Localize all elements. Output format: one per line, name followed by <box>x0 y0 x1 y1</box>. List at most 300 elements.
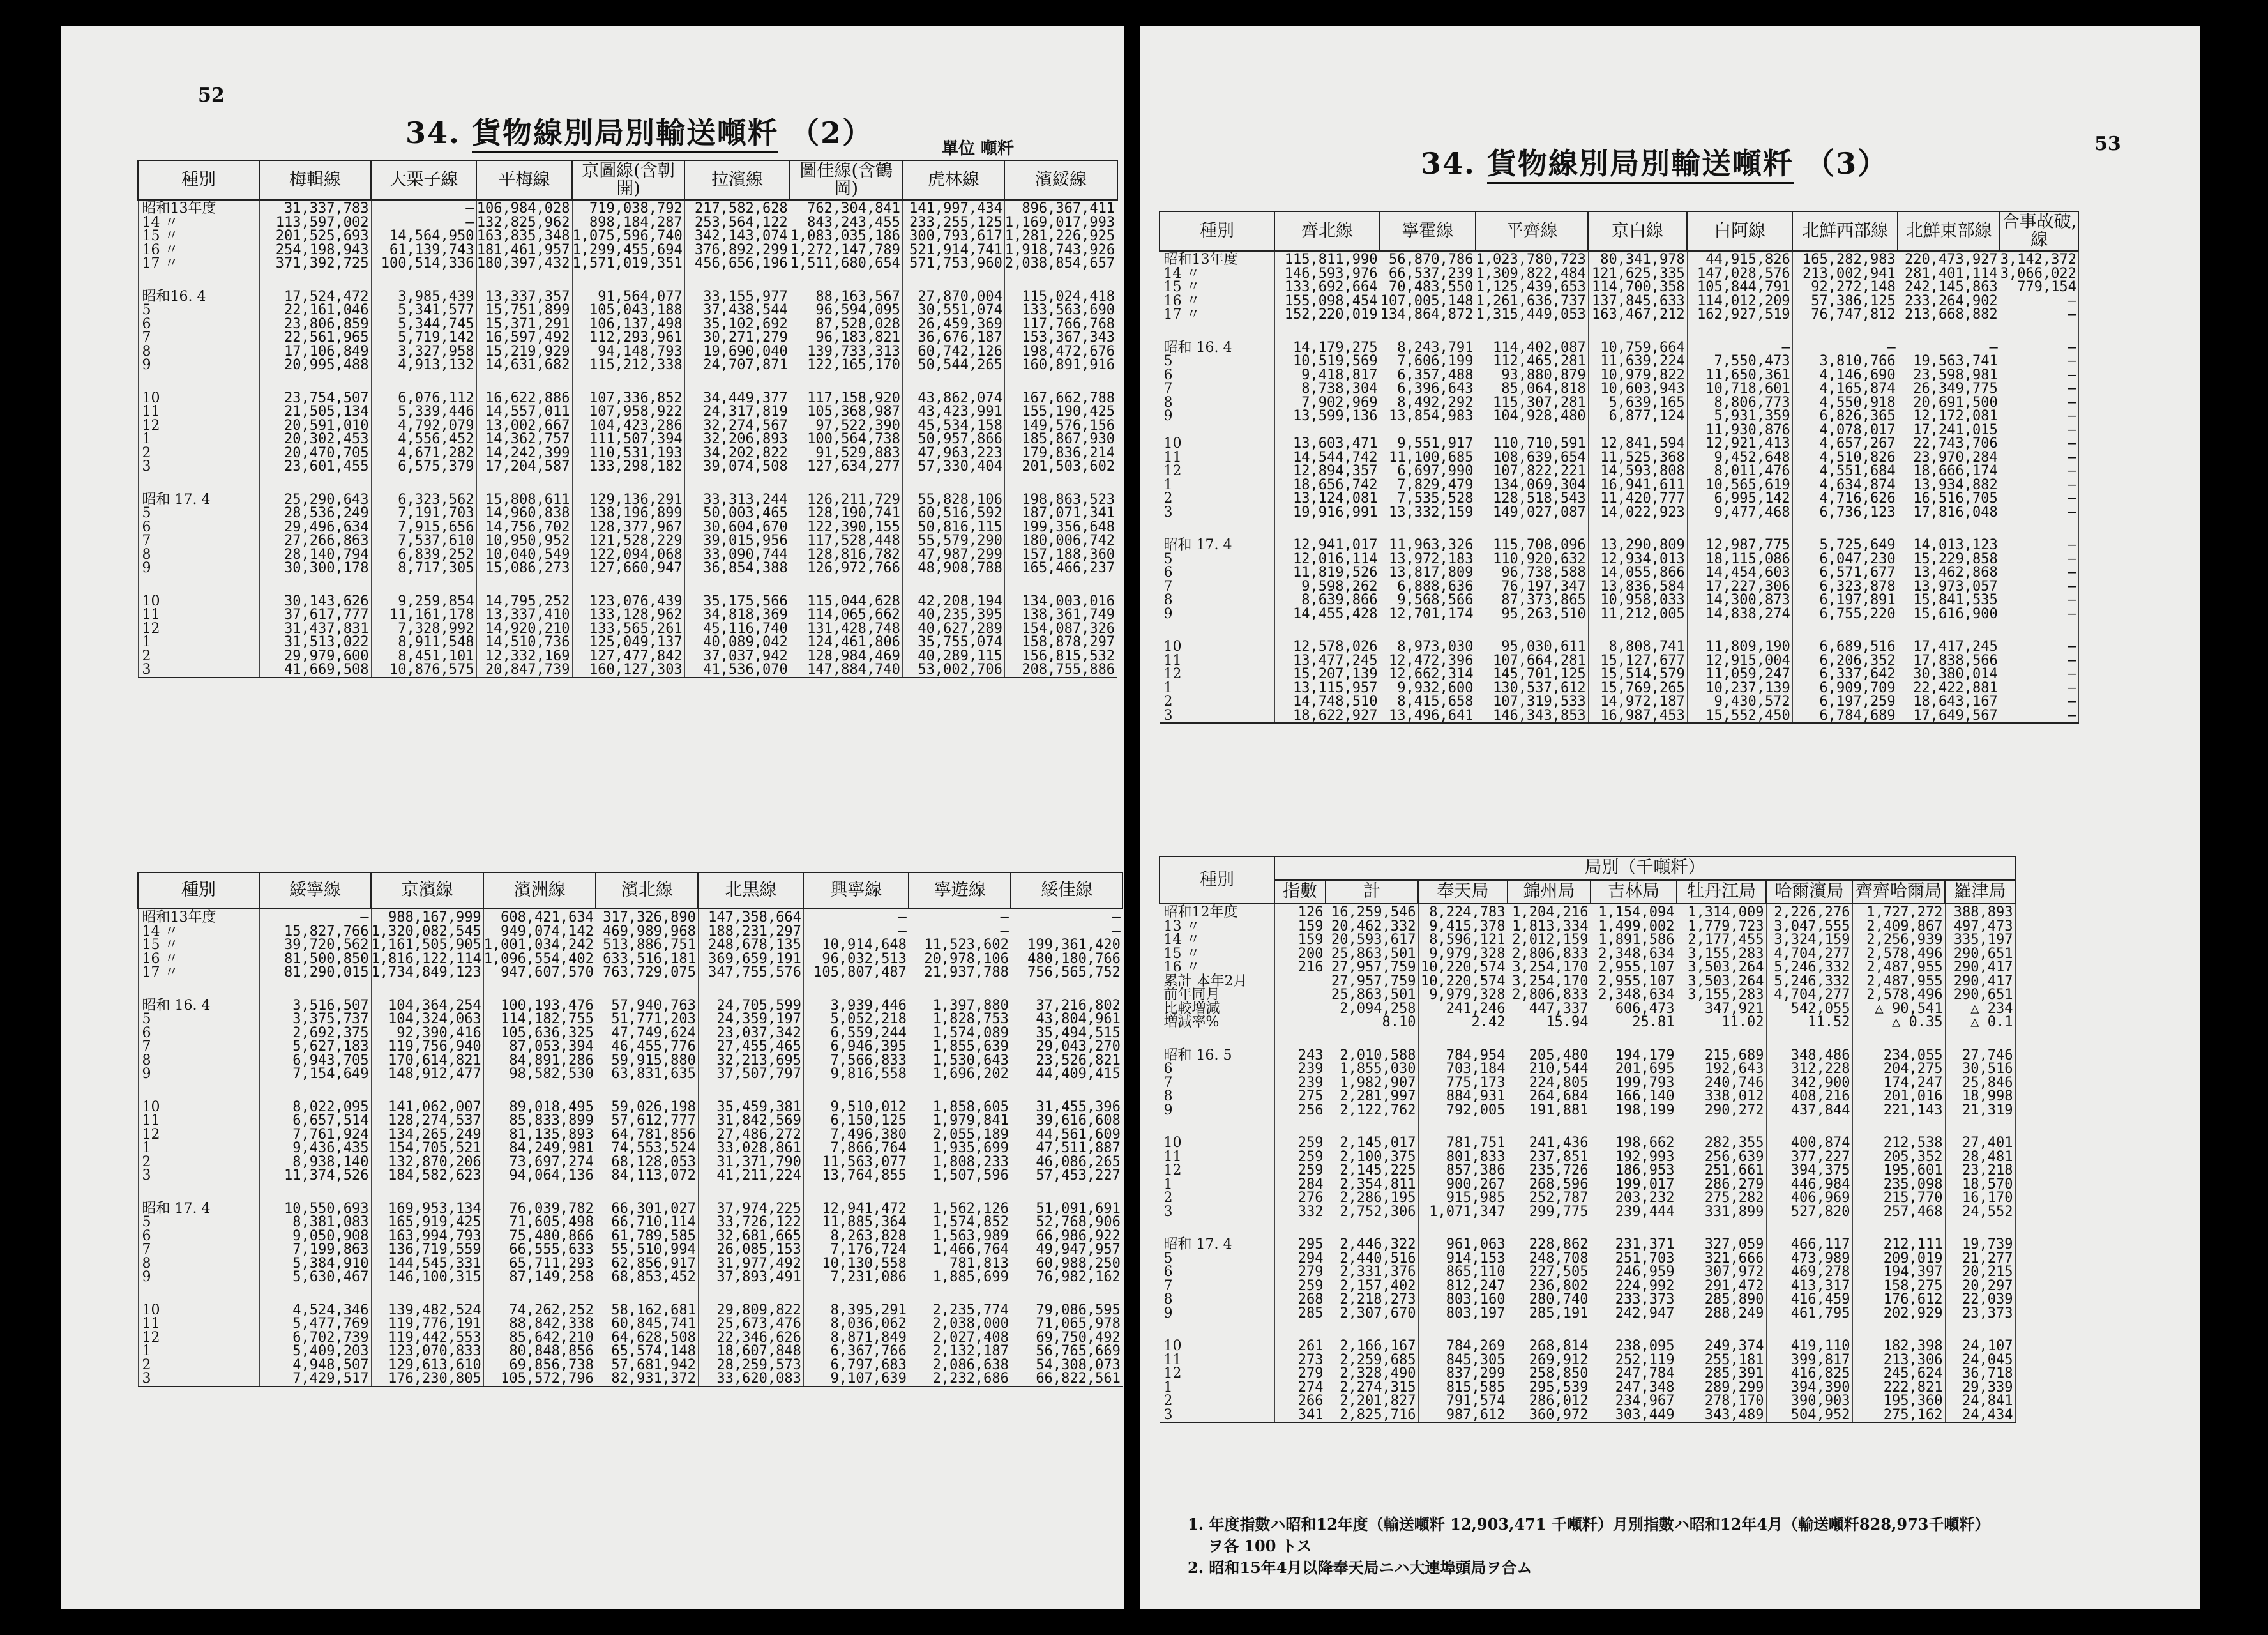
row-label <box>138 372 259 392</box>
table-cell: 69,856,738 <box>483 1358 596 1373</box>
table-cell: 259 <box>1274 1136 1326 1150</box>
table-cell: 134,864,872 <box>1380 308 1476 322</box>
table-cell <box>1418 1320 1508 1339</box>
table-cell <box>2000 322 2078 341</box>
table-cell: 1,023,780,723 <box>1476 251 1588 267</box>
table-cell <box>483 1081 596 1100</box>
footnote-2: 2. 昭和15年4月以降奉天局ニハ大連埠頭局ヲ合ム <box>1188 1558 1532 1577</box>
table-cell: 255,181 <box>1677 1353 1766 1367</box>
table-cell: 36,718 <box>1945 1367 2015 1381</box>
table-row <box>138 608 1117 622</box>
table-row <box>138 1202 1123 1216</box>
table-cell: 104,423,286 <box>572 419 684 433</box>
table-cell: 128,377,967 <box>572 521 684 535</box>
table-row <box>138 548 1117 562</box>
table-cell: 269,912 <box>1508 1353 1591 1367</box>
table-cell: 247,784 <box>1591 1367 1677 1381</box>
table-cell: 2,440,516 <box>1326 1252 1418 1266</box>
table-cell: 75,480,866 <box>483 1229 596 1243</box>
table-cell: △ 90,541 <box>1852 1002 1945 1016</box>
table-cell: 57,386,125 <box>1792 294 1898 308</box>
table-cell: 9,259,854 <box>371 595 476 609</box>
row-label: 7 <box>138 1040 259 1054</box>
row-label: 6 <box>138 1229 259 1243</box>
table-cell: 14,022,923 <box>1588 506 1687 520</box>
row-label <box>138 1081 259 1100</box>
table-cell <box>596 980 698 999</box>
table-cell: 22,161,046 <box>259 303 371 317</box>
row-label: 増減率% <box>1160 1015 1274 1030</box>
table-row <box>1160 904 2015 920</box>
table-cell: 1,571,019,351 <box>572 257 684 271</box>
table-cell: 205,480 <box>1508 1049 1591 1063</box>
table-cell: 74,553,524 <box>596 1141 698 1155</box>
column-header: 興寧線 <box>803 872 909 909</box>
table-row <box>1160 667 2078 681</box>
row-label: 5 <box>138 506 259 521</box>
table-cell: 13,764,855 <box>803 1169 909 1183</box>
table-cell: — <box>2000 607 2078 621</box>
table-cell: 91,564,077 <box>572 290 684 304</box>
table-cell: 762,304,841 <box>790 200 902 216</box>
table-cell: 165,919,425 <box>371 1215 483 1229</box>
table-cell: 50,544,265 <box>902 358 1004 372</box>
row-label: 7 <box>138 1243 259 1257</box>
table-cell: 73,697,274 <box>483 1155 596 1169</box>
table-cell: 174,247 <box>1852 1076 1945 1090</box>
table-cell: 115,044,628 <box>790 595 902 609</box>
table-cell: 6,943,705 <box>259 1054 371 1068</box>
table-cell: 10,603,943 <box>1588 382 1687 396</box>
table-cell: 15.94 <box>1508 1015 1591 1030</box>
table-cell: 342,900 <box>1766 1076 1852 1090</box>
table-cell: 105,368,987 <box>790 405 902 419</box>
table-cell <box>1274 1219 1326 1238</box>
table-cell: 5,639,165 <box>1588 396 1687 410</box>
table-cell: 1,204,216 <box>1508 904 1591 920</box>
table-cell: 3,503,264 <box>1677 961 1766 975</box>
table-cell: 84,891,286 <box>483 1054 596 1068</box>
table-cell: 14,756,702 <box>476 521 572 535</box>
table-cell <box>1274 1320 1326 1339</box>
table-cell: 20,297 <box>1945 1279 2015 1293</box>
table-cell: 2,806,833 <box>1508 988 1591 1002</box>
table-cell: 2,825,716 <box>1326 1408 1418 1423</box>
table-cell: 182,398 <box>1852 1339 1945 1353</box>
table-cell: 1,314,009 <box>1677 904 1766 920</box>
table-cell: 252,119 <box>1591 1353 1677 1367</box>
table-cell: 13,603,471 <box>1274 437 1380 451</box>
right-page <box>1140 26 2200 1609</box>
row-label: 昭和13年度 <box>138 909 259 925</box>
table-cell: 3,375,737 <box>259 1012 371 1026</box>
table-cell: 15,127,677 <box>1588 654 1687 668</box>
table-cell <box>909 980 1011 999</box>
table-cell: 76,747,812 <box>1792 308 1898 322</box>
table-cell: 2,328,490 <box>1326 1367 1418 1381</box>
table-cell: 290,272 <box>1677 1104 1766 1118</box>
table-cell <box>259 1081 371 1100</box>
table-cell: 1,083,035,186 <box>790 229 902 243</box>
table-cell: 55,510,994 <box>596 1243 698 1257</box>
table-cell: 27,870,004 <box>902 290 1004 304</box>
table-cell: 33,090,744 <box>684 548 790 562</box>
table-cell: 156,815,532 <box>1004 650 1117 664</box>
table-cell: 10,565,619 <box>1687 478 1792 492</box>
table-row <box>1160 580 2078 594</box>
table-cell: 259 <box>1274 1164 1326 1178</box>
table-cell <box>572 474 684 493</box>
table-cell: 914,153 <box>1418 1252 1508 1266</box>
table-cell: 11,639,224 <box>1588 354 1687 369</box>
table-cell: 348,486 <box>1766 1049 1852 1063</box>
table-row <box>138 1344 1123 1358</box>
table-cell <box>1588 322 1687 341</box>
table-cell: 20,847,739 <box>476 663 572 678</box>
freight-table-part3a <box>1159 211 2079 724</box>
table-cell: 12,894,357 <box>1274 464 1380 478</box>
table-cell: 23,806,859 <box>259 317 371 331</box>
row-label: 昭和 17. 4 <box>1160 538 1274 552</box>
table-cell: 198,199 <box>1591 1104 1677 1118</box>
table-cell: 266 <box>1274 1394 1326 1408</box>
table-cell: 513,886,751 <box>596 938 698 952</box>
table-cell: 18,115,086 <box>1687 552 1792 567</box>
table-cell: △ 234 <box>1945 1002 2015 1016</box>
table-cell: 4,556,452 <box>371 432 476 446</box>
row-label: 11 <box>1160 451 1274 465</box>
table-cell: 6,197,891 <box>1792 593 1898 607</box>
table-cell: 1,813,334 <box>1508 920 1591 934</box>
table-cell: 837,299 <box>1418 1367 1508 1381</box>
table-cell: 20,462,332 <box>1326 920 1418 934</box>
table-cell: 4,524,346 <box>259 1304 371 1318</box>
table-cell: 7,761,924 <box>259 1128 371 1142</box>
table-cell <box>1945 1219 2015 1238</box>
table-cell: 163,994,793 <box>371 1229 483 1243</box>
table-cell: 633,516,181 <box>596 952 698 966</box>
table-cell: 104,928,480 <box>1476 409 1588 423</box>
table-cell: 14,300,873 <box>1687 593 1792 607</box>
table-cell: 865,110 <box>1418 1265 1508 1279</box>
column-header: 寧遊線 <box>909 872 1011 909</box>
table-cell: 70,483,550 <box>1380 280 1476 294</box>
table-cell: 91,529,883 <box>790 446 902 460</box>
table-cell <box>1687 621 1792 640</box>
table-cell <box>476 271 572 290</box>
table-cell: 57,330,404 <box>902 460 1004 474</box>
table-row <box>1160 1205 2015 1219</box>
table-cell: 39,015,956 <box>684 534 790 548</box>
table-cell: 65,711,293 <box>483 1257 596 1271</box>
table-cell: 18,998 <box>1945 1090 2015 1104</box>
table-cell: 57,940,763 <box>596 999 698 1013</box>
table-cell: 23,598,981 <box>1898 369 2000 383</box>
table-cell: 2,145,225 <box>1326 1164 1418 1178</box>
table-cell: 76,982,162 <box>1011 1270 1123 1284</box>
table-cell: 7,535,528 <box>1380 492 1476 506</box>
table-cell: 35,755,074 <box>902 635 1004 650</box>
table-cell: 347,921 <box>1677 1002 1766 1016</box>
table-cell: 236,802 <box>1508 1279 1591 1293</box>
table-cell: 23,601,455 <box>259 460 371 474</box>
table-cell: 98,582,530 <box>483 1067 596 1081</box>
row-label: 昭和13年度 <box>138 200 259 216</box>
table-cell <box>1418 1219 1508 1238</box>
table-cell: 447,337 <box>1508 1002 1591 1016</box>
column-header: 牡丹江局 <box>1677 880 1766 904</box>
table-row <box>1160 478 2078 492</box>
table-cell: 133,565,261 <box>572 622 684 636</box>
table-cell: 22,743,706 <box>1898 437 2000 451</box>
table-cell: 37,438,544 <box>684 303 790 317</box>
table-cell: 13,496,641 <box>1380 709 1476 724</box>
table-cell <box>1326 1030 1418 1049</box>
row-label <box>1160 1117 1274 1136</box>
table-cell: 35,175,566 <box>684 595 790 609</box>
table-row <box>138 1141 1123 1155</box>
table-cell: 239 <box>1274 1062 1326 1076</box>
column-header: 齊齊哈爾局 <box>1852 880 1945 904</box>
table-cell: 8,938,140 <box>259 1155 371 1169</box>
table-row <box>138 1304 1123 1318</box>
table-row <box>1160 1090 2015 1104</box>
table-cell: 14,362,757 <box>476 432 572 446</box>
group-header: 局別（千噸粁） <box>1274 856 2015 880</box>
table-cell: 16,987,453 <box>1588 709 1687 724</box>
table-cell: 8,381,083 <box>259 1215 371 1229</box>
row-label: 3 <box>138 1372 259 1387</box>
table-cell: 5,409,203 <box>259 1344 371 1358</box>
table-cell: 6,197,259 <box>1792 695 1898 709</box>
table-cell: 146,343,853 <box>1476 709 1588 724</box>
table-cell: 6,206,352 <box>1792 654 1898 668</box>
row-label: 12 <box>138 622 259 636</box>
table-cell: 7,606,199 <box>1380 354 1476 369</box>
table-cell: 5,341,577 <box>371 303 476 317</box>
table-cell: 9,932,600 <box>1380 681 1476 696</box>
table-cell: 33,313,244 <box>684 493 790 507</box>
table-cell: 97,522,390 <box>790 419 902 433</box>
table-row <box>1160 1367 2015 1381</box>
table-row <box>138 271 1117 290</box>
table-cell: 12,934,013 <box>1588 552 1687 567</box>
table-cell: 60,988,250 <box>1011 1257 1123 1271</box>
table-cell: 239 <box>1274 1076 1326 1090</box>
table-cell: 14,795,252 <box>476 595 572 609</box>
table-cell: 84,113,072 <box>596 1169 698 1183</box>
row-label: 16 〃 <box>138 952 259 966</box>
table-cell: 14,242,399 <box>476 446 572 460</box>
table-cell: 419,110 <box>1766 1339 1852 1353</box>
table-cell: — <box>2000 681 2078 696</box>
table-cell: 243 <box>1274 1049 1326 1063</box>
table-cell: 33,726,122 <box>698 1215 803 1229</box>
table-cell: 205,352 <box>1852 1150 1945 1164</box>
table-cell: 126,972,766 <box>790 561 902 575</box>
table-cell: 13,973,057 <box>1898 580 2000 594</box>
table-cell: 133,298,182 <box>572 460 684 474</box>
table-cell: 4,657,267 <box>1792 437 1898 451</box>
table-cell: 6,571,677 <box>1792 566 1898 580</box>
table-cell: 2,348,634 <box>1591 988 1677 1002</box>
row-label: 3 <box>138 1169 259 1183</box>
table-row <box>1160 566 2078 580</box>
table-cell: 15,514,579 <box>1588 667 1687 681</box>
table-cell: 185,867,930 <box>1004 432 1117 446</box>
row-label: 昭和12年度 <box>1160 904 1274 920</box>
table-cell: 376,892,299 <box>684 243 790 257</box>
table-cell: 25,863,501 <box>1326 988 1418 1002</box>
table-cell: 15,827,766 <box>259 925 371 939</box>
table-cell: 274 <box>1274 1381 1326 1395</box>
table-cell: 1,511,680,654 <box>790 257 902 271</box>
table-cell: 8,596,121 <box>1418 933 1508 947</box>
table-cell: 96,032,513 <box>803 952 909 966</box>
table-row <box>138 1012 1123 1026</box>
table-cell: 28,140,794 <box>259 548 371 562</box>
table-cell: 3,939,446 <box>803 999 909 1013</box>
table-cell: 3,155,283 <box>1677 947 1766 961</box>
column-header: 濱洲線 <box>483 872 596 909</box>
table-cell: 2,218,273 <box>1326 1293 1418 1307</box>
table-cell: 115,024,418 <box>1004 290 1117 304</box>
table-cell: 147,884,740 <box>790 663 902 678</box>
table-cell <box>1945 1117 2015 1136</box>
table-cell: 1,816,122,114 <box>371 952 483 966</box>
table-cell: 25,290,643 <box>259 493 371 507</box>
table-cell <box>909 1284 1011 1304</box>
table-cell <box>1274 988 1326 1002</box>
table-cell: 96,594,095 <box>790 303 902 317</box>
row-label: 12 <box>1160 1164 1274 1178</box>
table-cell: 2,122,762 <box>1326 1104 1418 1118</box>
table-cell: 1,530,643 <box>909 1054 1011 1068</box>
table-cell: 100,193,476 <box>483 999 596 1013</box>
table-cell: 13,836,584 <box>1588 580 1687 594</box>
row-label: 11 <box>1160 1353 1274 1367</box>
table-cell: 1,935,699 <box>909 1141 1011 1155</box>
table-cell: 33,620,083 <box>698 1372 803 1387</box>
table-cell: 15,808,611 <box>476 493 572 507</box>
table-cell: 11,420,777 <box>1588 492 1687 506</box>
table-cell: 2,145,017 <box>1326 1136 1418 1150</box>
table-cell: 14,013,123 <box>1898 538 2000 552</box>
table-cell: 1,779,723 <box>1677 920 1766 934</box>
column-header: 北黒線 <box>698 872 803 909</box>
table-cell: 2,274,315 <box>1326 1381 1418 1395</box>
table-cell: 282,355 <box>1677 1136 1766 1150</box>
table-cell: 521,914,741 <box>902 243 1004 257</box>
table-cell: 1,281,226,925 <box>1004 229 1117 243</box>
row-label: 7 <box>1160 1076 1274 1090</box>
table-cell: 11,963,326 <box>1380 538 1476 552</box>
table-cell: 17,227,306 <box>1687 580 1792 594</box>
table-cell: 1,858,605 <box>909 1100 1011 1114</box>
table-cell: 68,853,452 <box>596 1270 698 1284</box>
table-cell: 36,676,187 <box>902 331 1004 345</box>
table-cell: 1,125,439,653 <box>1476 280 1588 294</box>
table-cell: 121,528,229 <box>572 534 684 548</box>
table-cell: — <box>371 216 476 230</box>
table-cell <box>1274 322 1380 341</box>
table-cell: 105,807,487 <box>803 966 909 980</box>
table-cell: 3,066,022 <box>2000 267 2078 281</box>
table-cell: 155,190,425 <box>1004 405 1117 419</box>
table-cell: 9,510,012 <box>803 1100 909 1114</box>
table-cell: — <box>1011 925 1123 939</box>
table-cell <box>1418 1117 1508 1136</box>
table-cell <box>698 1284 803 1304</box>
table-cell: 100,514,336 <box>371 257 476 271</box>
table-row <box>138 663 1117 678</box>
row-label: 15 〃 <box>138 229 259 243</box>
table-cell: 54,308,073 <box>1011 1358 1123 1373</box>
table-cell: 413,317 <box>1766 1279 1852 1293</box>
table-cell: 1,071,347 <box>1418 1205 1508 1219</box>
row-label: 昭和 17. 4 <box>138 1202 259 1216</box>
column-header: 錦州局 <box>1508 880 1591 904</box>
column-header: 北鮮東部線 <box>1898 211 2000 251</box>
page-title: 34. 貨物線別局別輸送噸粁 （2） <box>405 110 873 152</box>
table-row <box>138 216 1117 230</box>
table-cell: 87,528,028 <box>790 317 902 331</box>
table-cell: 127,660,947 <box>572 561 684 575</box>
table-cell: 30,551,074 <box>902 303 1004 317</box>
table-cell: 251,661 <box>1677 1164 1766 1178</box>
table-cell: 30,143,626 <box>259 595 371 609</box>
table-cell <box>476 474 572 493</box>
table-cell: 139,482,524 <box>371 1304 483 1318</box>
table-cell: 248,678,135 <box>698 938 803 952</box>
table-cell: 187,071,341 <box>1004 506 1117 521</box>
table-cell: 473,989 <box>1766 1252 1852 1266</box>
table-cell: 6,909,709 <box>1792 681 1898 696</box>
table-cell: 6,736,123 <box>1792 506 1898 520</box>
row-label: 1 <box>1160 478 1274 492</box>
table-cell: 8,808,741 <box>1588 640 1687 654</box>
table-row <box>138 392 1117 406</box>
table-cell: 71,605,498 <box>483 1215 596 1229</box>
table-cell: 1,855,639 <box>909 1040 1011 1054</box>
row-label: 1 <box>138 432 259 446</box>
table-cell: 416,459 <box>1766 1293 1852 1307</box>
table-cell: 15,616,900 <box>1898 607 2000 621</box>
table-cell: 9,415,378 <box>1418 920 1508 934</box>
table-cell: 1,885,699 <box>909 1270 1011 1284</box>
table-cell: 10,519,569 <box>1274 354 1380 369</box>
table-cell: 12,987,775 <box>1687 538 1792 552</box>
table-row <box>1160 354 2078 369</box>
table-cell: 285,890 <box>1677 1293 1766 1307</box>
table-cell: 11,100,685 <box>1380 451 1476 465</box>
column-header: 合事故破,線 <box>2000 211 2078 251</box>
table-cell: 50,957,866 <box>902 432 1004 446</box>
table-cell: — <box>1792 341 1898 355</box>
table-row <box>138 1169 1123 1183</box>
table-cell: 30,516 <box>1945 1062 2015 1076</box>
table-row <box>1160 437 2078 451</box>
table-cell <box>1508 1117 1591 1136</box>
table-cell <box>909 1183 1011 1202</box>
table-cell: 20,995,488 <box>259 358 371 372</box>
table-cell: 50,003,465 <box>684 506 790 521</box>
table-cell <box>1274 1002 1326 1016</box>
table-cell: 64,781,856 <box>596 1128 698 1142</box>
row-label: 2 <box>1160 1191 1274 1205</box>
table-cell: 31,455,396 <box>1011 1100 1123 1114</box>
table-cell: 44,409,415 <box>1011 1067 1123 1081</box>
